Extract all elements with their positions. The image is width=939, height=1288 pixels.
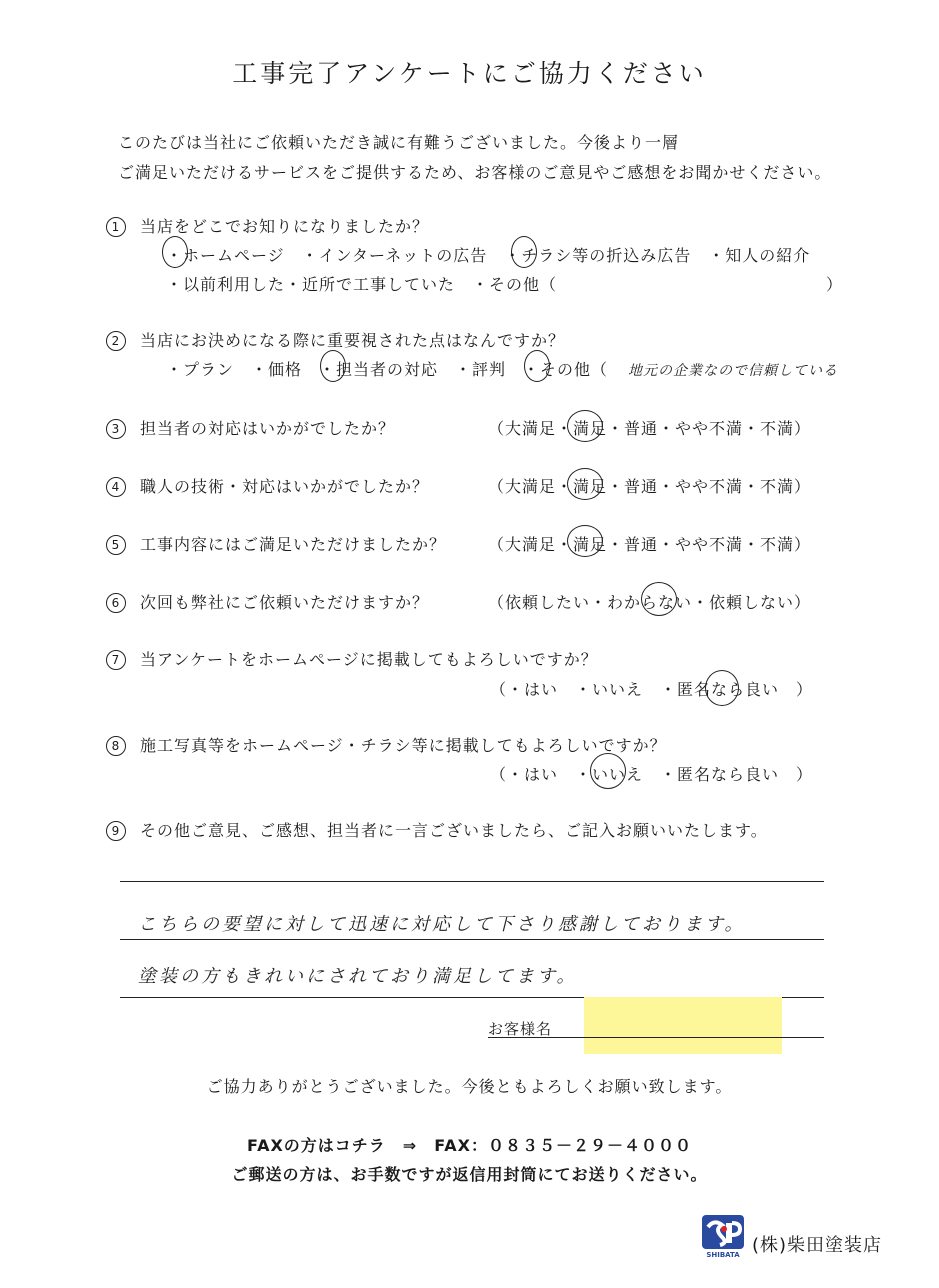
question-number: 2: [106, 331, 126, 351]
comment-line-2: 塗装の方もきれいにされており満足してます。: [138, 966, 578, 987]
question-2: [106, 328, 565, 351]
customer-name-line: [488, 1037, 824, 1038]
selection-circle: [567, 468, 603, 500]
selection-circle: [705, 670, 739, 706]
q8-scale: （・はい ・いいえ ・匿名なら良い ）: [490, 765, 814, 784]
q4-scale: （大満足・満足・普通・やや不満・不満）: [488, 477, 812, 496]
q2-options: ・プラン ・価格 ・担当者の対応 ・評判 ・その他（: [166, 360, 609, 379]
question-number: 1: [106, 217, 126, 237]
question-1: [106, 214, 429, 237]
question-number: 8: [106, 736, 126, 756]
q2-handwritten-answer: 地元の企業なので信頼している: [628, 363, 838, 379]
customer-name-redaction: [584, 997, 782, 1054]
q1-options-line-1: ・ホームページ ・インターネットの広告 ・チラシ等の折込み広告 ・知人の紹介: [166, 246, 811, 265]
question-text: 工事内容にはご満足いただけましたか？: [140, 535, 447, 554]
question-text: 当店をどこでお知りになりましたか？: [140, 217, 430, 236]
selection-circle: [590, 753, 626, 789]
comment-rule: [120, 881, 824, 882]
question-number: 9: [106, 821, 126, 841]
question-4: [106, 474, 429, 497]
q6-scale: （依頼したい・わからない・依頼しない）: [488, 593, 812, 612]
question-number: 5: [106, 535, 126, 555]
question-number: 4: [106, 477, 126, 497]
logo-text: SHIBATA: [706, 1251, 740, 1259]
selection-circle: [320, 350, 346, 382]
question-number: 3: [106, 419, 126, 439]
selection-circle: [511, 236, 537, 268]
company-name: (株)柴田塗装店: [752, 1235, 883, 1256]
question-3: [106, 416, 395, 439]
q1-close-paren: ）: [826, 275, 844, 294]
comment-line-1: こちらの要望に対して迅速に対応して下さり感謝しております。: [138, 914, 746, 935]
selection-circle: [567, 410, 603, 442]
thanks-text: ご協力ありがとうございました。今後ともよろしくお願い致します。: [206, 1077, 733, 1096]
question-8: [106, 733, 667, 756]
q3-scale: （大満足・満足・普通・やや不満・不満）: [488, 419, 812, 438]
question-text: 次回も弊社にご依頼いただけますか？: [140, 593, 430, 612]
q7-scale: （・はい ・いいえ ・匿名なら良い ）: [490, 680, 814, 699]
question-number: 7: [106, 650, 126, 670]
mail-line: ご郵送の方は、お手数ですが返信用封筒にてお送りください。: [231, 1165, 708, 1184]
question-number: 6: [106, 593, 126, 613]
intro-line-2: ご満足いただけるサービスをご提供するため、お客様のご意見やご感想をお聞かせください。: [118, 163, 832, 182]
comment-rule: [120, 939, 824, 940]
page-title: 工事完了アンケートにご協力ください: [232, 59, 707, 88]
question-text: 当アンケートをホームページに掲載してもよろしいですか？: [140, 650, 598, 669]
question-text: 担当者の対応はいかがでしたか？: [140, 419, 396, 438]
selection-circle: [162, 236, 188, 268]
selection-circle: [641, 582, 677, 616]
question-text: 職人の技術・対応はいかがでしたか？: [140, 477, 430, 496]
q5-scale: （大満足・満足・普通・やや不満・不満）: [488, 535, 812, 554]
company-logo: [700, 1213, 746, 1259]
intro-line-1: このたびは当社にご依頼いただき誠に有難うございました。今後より一層: [118, 133, 680, 152]
fax-line: FAXの方はコチラ ⇒ FAX：０８３５－２９－４０００: [246, 1136, 693, 1155]
question-text: その他ご意見、ご感想、担当者に一言ございましたら、ご記入お願いいたします。: [140, 821, 768, 840]
question-5: [106, 532, 446, 555]
question-text: 施工写真等をホームページ・チラシ等に掲載してもよろしいですか？: [140, 736, 667, 755]
question-text: 当店にお決めになる際に重要視された点はなんですか？: [140, 331, 566, 350]
question-9: [106, 818, 768, 841]
customer-name-label: お客様名: [488, 1020, 553, 1038]
q1-options-line-2: ・以前利用した・近所で工事していた ・その他（: [166, 275, 558, 294]
question-6: [106, 590, 429, 613]
question-7: [106, 647, 598, 670]
selection-circle: [524, 350, 550, 382]
selection-circle: [567, 525, 603, 557]
